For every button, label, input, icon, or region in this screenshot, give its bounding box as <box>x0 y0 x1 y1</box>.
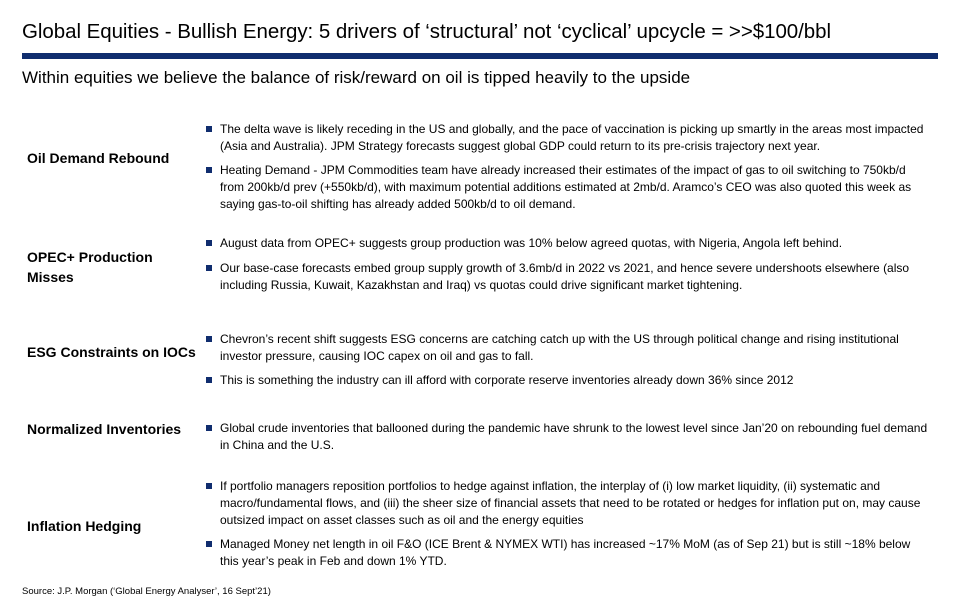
bullet-square-icon <box>206 265 212 271</box>
bullet-square-icon <box>206 240 212 246</box>
bullet-item <box>206 260 928 294</box>
bullet-text: Heating Demand - JPM Commodities team have already increased their estimates of the impact of gas to oil switching to 750kb/d from 200kb/d prev (+550kb/d), with maximum potential additions estimated at 2mb/d. Aramco’s CEO was also quoted this week as saying gas-to-oil shifting has already added 500kb/d to oil demand. <box>220 163 912 211</box>
page-subtitle: Within equities we believe the balance of risk/reward on oil is tipped heavily to the upside <box>22 68 691 87</box>
bullet-text: The delta wave is likely receding in the US and globally, and the pace of vaccination is picking up smartly in the areas most impacted (Asia and Australia). JPM Strategy forecasts suggest global GDP could return to its pre-crisis trajectory next year. <box>220 122 924 153</box>
row-label-opec-misses: OPEC+ Production Misses <box>27 249 153 285</box>
bullet-square-icon <box>206 336 212 342</box>
bullet-text: This is something the industry can ill afford with corporate reserve inventories already down 36% since 2012 <box>220 373 794 387</box>
row-label-esg-constraints: ESG Constraints on IOCs <box>27 344 196 360</box>
bullet-square-icon <box>206 425 212 431</box>
bullet-square-icon <box>206 167 212 173</box>
row-label-oil-demand: Oil Demand Rebound <box>27 150 170 166</box>
bullet-text: August data from OPEC+ suggests group production was 10% below agreed quotas, with Nigeria, Angola left behind. <box>220 236 843 250</box>
bullet-text: Our base-case forecasts embed group supply growth of 3.6mb/d in 2022 vs 2021, and hence severe undershoots elsewhere (also including Russia, Kuwait, Kazakhstan and Iraq) vs quotas could drive significant market tightening. <box>220 261 910 292</box>
bullet-item <box>206 372 928 389</box>
row-label-inflation-hedging: Inflation Hedging <box>27 518 142 534</box>
title-divider <box>22 53 938 59</box>
bullet-item <box>206 331 928 365</box>
bullet-text: Global crude inventories that ballooned during the pandemic have shrunk to the lowest level since Jan’20 on rebounding fuel demand in China and the U.S. <box>220 421 928 452</box>
bullet-square-icon <box>206 541 212 547</box>
bullet-text: If portfolio managers reposition portfolios to hedge against inflation, the interplay of (i) low market liquidity, (ii) systematic and macro/fundamental flows, and (iii) the sheer size of financial assets that need to be rotated or hedges for inflation put on, may cause outsized impact on asset classes such as oil and the energy equities <box>220 479 921 527</box>
bullet-square-icon <box>206 483 212 489</box>
bullet-item <box>206 235 928 252</box>
bullet-item <box>206 536 928 570</box>
bullet-text: Managed Money net length in oil F&O (ICE Brent & NYMEX WTI) has increased ~17% MoM (as of Sep 21) but is still ~18% below this year’s peak in Feb and down 1% YTD. <box>220 537 911 568</box>
row-label-normalized-inventories: Normalized Inventories <box>27 421 182 437</box>
page-title: Global Equities - Bullish Energy: 5 drivers of ‘structural’ not ‘cyclical’ upcycle = >>$100/bbl <box>22 20 831 43</box>
source-note: Source: J.P. Morgan (‘Global Energy Analyser’, 16 Sept’21) <box>22 586 271 597</box>
bullet-item <box>206 420 928 454</box>
bullet-item <box>206 478 928 529</box>
bullet-text: Chevron’s recent shift suggests ESG concerns are catching catch up with the US through political change and rising institutional investor pressure, causing IOC capex on oil and gas to fall. <box>220 332 899 363</box>
bullet-square-icon <box>206 126 212 132</box>
bullet-item <box>206 121 928 155</box>
bullet-square-icon <box>206 377 212 383</box>
bullet-item <box>206 162 928 213</box>
